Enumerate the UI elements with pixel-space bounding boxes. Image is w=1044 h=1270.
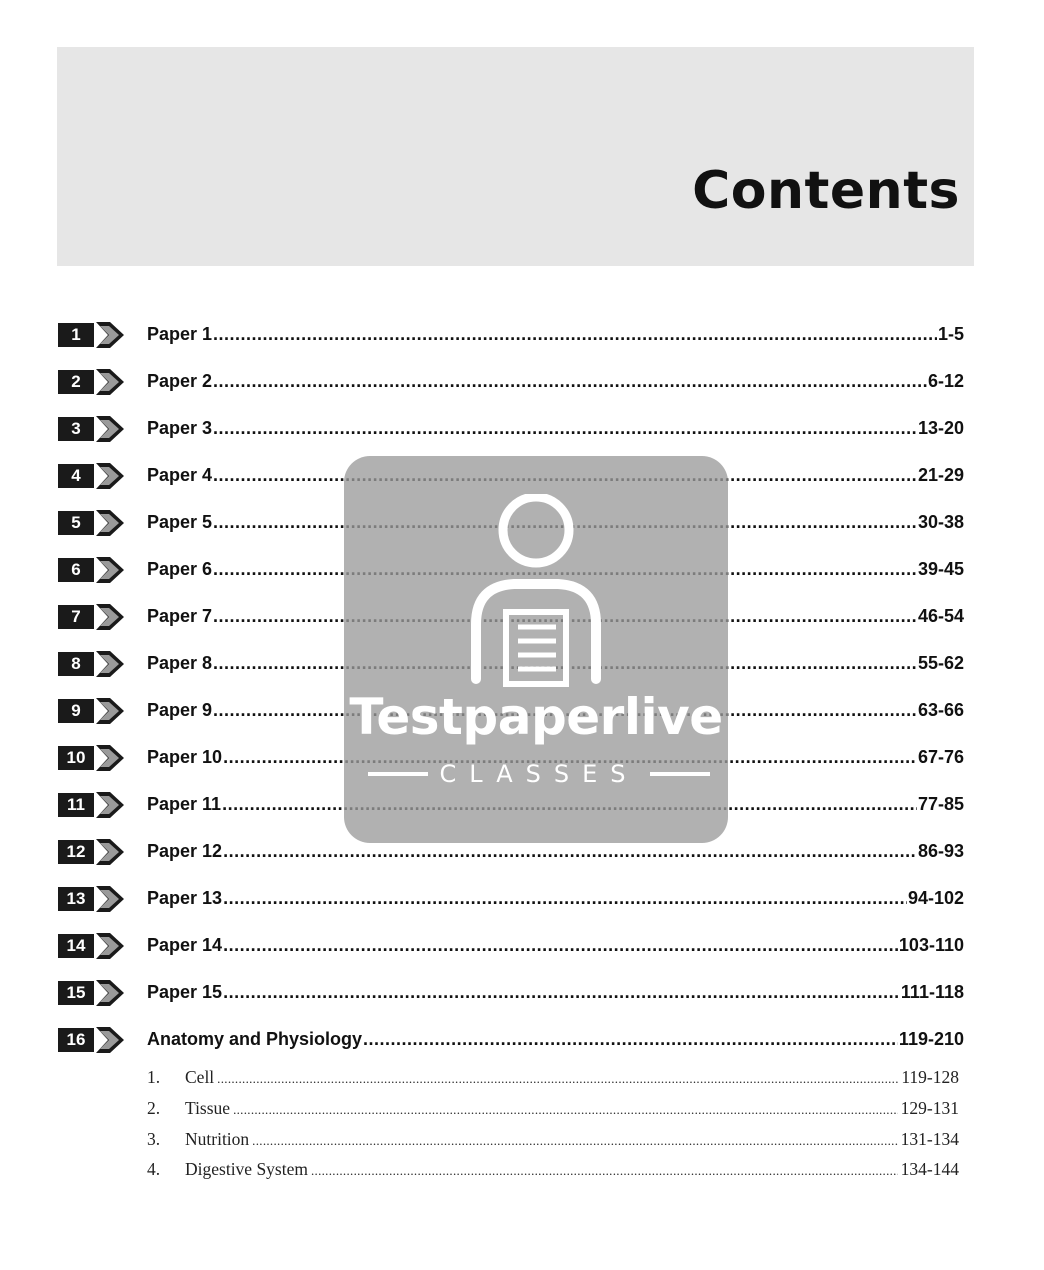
dot-leader [233, 1102, 898, 1118]
entry-pages: 6-12 [927, 371, 964, 391]
entry-pages: 13-20 [917, 418, 964, 438]
entry-number: 3 [58, 417, 94, 441]
dot-leader [213, 418, 917, 439]
toc-subentry[interactable] [147, 1129, 959, 1153]
dot-leader [223, 888, 907, 909]
subentry-title: Nutrition [185, 1129, 250, 1149]
page-title: Contents [692, 161, 960, 221]
dot-leader [217, 1071, 898, 1087]
entry-pages: 55-62 [917, 653, 964, 673]
toc-entry[interactable] [58, 602, 964, 632]
entry-title: Paper 8 [147, 653, 213, 673]
subentry-pages: 129-131 [900, 1098, 959, 1118]
toc-entry[interactable] [58, 320, 964, 350]
entry-pages: 30-38 [917, 512, 964, 532]
entry-pages: 67-76 [917, 747, 964, 767]
dot-leader [311, 1163, 898, 1179]
entry-number: 7 [58, 605, 94, 629]
entry-number: 12 [58, 840, 94, 864]
entry-number: 2 [58, 370, 94, 394]
dot-leader [223, 747, 917, 768]
entry-number: 5 [58, 511, 94, 535]
entry-line [147, 606, 964, 628]
entry-line [147, 324, 964, 346]
toc-entry[interactable] [58, 367, 964, 397]
entry-title: Paper 2 [147, 371, 213, 391]
toc-subentry[interactable] [147, 1159, 959, 1183]
entry-line [147, 512, 964, 534]
arrow-right-icon [95, 979, 125, 1007]
toc-entry[interactable] [58, 1025, 964, 1055]
entry-title: Paper 10 [147, 747, 223, 767]
dot-leader [222, 794, 917, 815]
entry-number: 15 [58, 981, 94, 1005]
entry-number: 16 [58, 1028, 94, 1052]
toc-entry[interactable] [58, 837, 964, 867]
entry-line [147, 418, 964, 440]
entry-line [147, 371, 964, 393]
toc-entry[interactable] [58, 884, 964, 914]
arrow-right-icon [95, 321, 125, 349]
dot-leader [213, 465, 917, 486]
toc-entry[interactable] [58, 743, 964, 773]
entry-pages: 119-210 [898, 1029, 964, 1049]
entry-pages: 1-5 [937, 324, 964, 344]
entry-number: 9 [58, 699, 94, 723]
entry-title: Paper 13 [147, 888, 223, 908]
entry-title: Paper 5 [147, 512, 213, 532]
subentry-number: 4. [147, 1159, 161, 1179]
header-band [57, 47, 974, 266]
subentry-number: 1. [147, 1067, 161, 1087]
dot-leader [213, 606, 917, 627]
arrow-right-icon [95, 885, 125, 913]
entry-line [147, 982, 964, 1004]
entry-number: 13 [58, 887, 94, 911]
entry-line [147, 888, 964, 910]
entry-number: 6 [58, 558, 94, 582]
entry-title: Anatomy and Physiology [147, 1029, 363, 1049]
subentry-number: 2. [147, 1098, 161, 1118]
entry-pages: 103-110 [898, 935, 964, 955]
entry-pages: 21-29 [917, 465, 964, 485]
entry-title: Paper 12 [147, 841, 223, 861]
entry-pages: 46-54 [917, 606, 964, 626]
entry-title: Paper 14 [147, 935, 223, 955]
dot-leader [213, 653, 917, 674]
toc-entry[interactable] [58, 649, 964, 679]
arrow-right-icon [95, 697, 125, 725]
entry-number: 11 [58, 793, 94, 817]
entry-title: Paper 7 [147, 606, 213, 626]
arrow-right-icon [95, 556, 125, 584]
subentry-title: Tissue [185, 1098, 231, 1118]
entry-number: 8 [58, 652, 94, 676]
entry-number: 4 [58, 464, 94, 488]
arrow-right-icon [95, 509, 125, 537]
watermark-subtitle: CLASSES [439, 760, 639, 788]
arrow-right-icon [95, 838, 125, 866]
entry-title: Paper 1 [147, 324, 213, 344]
entry-pages: 111-118 [900, 982, 964, 1002]
entry-line [147, 1029, 964, 1051]
entry-line [147, 841, 964, 863]
toc-subentry[interactable] [147, 1098, 959, 1122]
arrow-right-icon [95, 932, 125, 960]
dot-leader [223, 841, 917, 862]
entry-pages: 77-85 [917, 794, 964, 814]
subentry-number: 3. [147, 1129, 161, 1149]
dot-leader [252, 1133, 898, 1149]
entry-line [147, 935, 964, 957]
dot-leader [363, 1029, 898, 1050]
arrow-right-icon [95, 791, 125, 819]
dot-leader [213, 324, 937, 345]
dot-leader [223, 982, 900, 1003]
toc-entry[interactable] [58, 414, 964, 444]
entry-line [147, 700, 964, 722]
entry-title: Paper 11 [147, 794, 222, 814]
entry-line [147, 653, 964, 675]
entry-line [147, 794, 964, 816]
arrow-right-icon [95, 368, 125, 396]
dot-leader [223, 935, 898, 956]
entry-title: Paper 4 [147, 465, 213, 485]
subentry-title: Cell [185, 1067, 215, 1087]
entry-line [147, 465, 964, 487]
arrow-right-icon [95, 650, 125, 678]
entry-number: 10 [58, 746, 94, 770]
entry-pages: 86-93 [917, 841, 964, 861]
entry-pages: 94-102 [907, 888, 964, 908]
toc-entry[interactable] [58, 978, 964, 1008]
entry-title: Paper 3 [147, 418, 213, 438]
toc-subentry[interactable] [147, 1067, 959, 1091]
entry-number: 14 [58, 934, 94, 958]
arrow-right-icon [95, 415, 125, 443]
subentry-pages: 131-134 [900, 1129, 959, 1149]
entry-pages: 63-66 [917, 700, 964, 720]
entry-title: Paper 6 [147, 559, 213, 579]
entry-title: Paper 9 [147, 700, 213, 720]
entry-line [147, 559, 964, 581]
entry-number: 1 [58, 323, 94, 347]
toc-entry[interactable] [58, 931, 964, 961]
dot-leader [213, 559, 917, 580]
subentry-title: Digestive System [185, 1159, 308, 1179]
entry-pages: 39-45 [917, 559, 964, 579]
subentry-pages: 134-144 [900, 1159, 959, 1179]
toc-entry[interactable] [58, 555, 964, 585]
toc-entry[interactable] [58, 508, 964, 538]
toc-entry[interactable] [58, 461, 964, 491]
dot-leader [213, 371, 927, 392]
toc-entry[interactable] [58, 696, 964, 726]
toc-entry[interactable] [58, 790, 964, 820]
entry-line [147, 747, 964, 769]
subentry-pages: 119-128 [901, 1067, 959, 1087]
dot-leader [213, 700, 917, 721]
arrow-right-icon [95, 744, 125, 772]
watermark-brand: Testpaperlive [349, 688, 723, 746]
arrow-right-icon [95, 462, 125, 490]
arrow-right-icon [95, 1026, 125, 1054]
entry-title: Paper 15 [147, 982, 223, 1002]
dot-leader [213, 512, 917, 533]
arrow-right-icon [95, 603, 125, 631]
